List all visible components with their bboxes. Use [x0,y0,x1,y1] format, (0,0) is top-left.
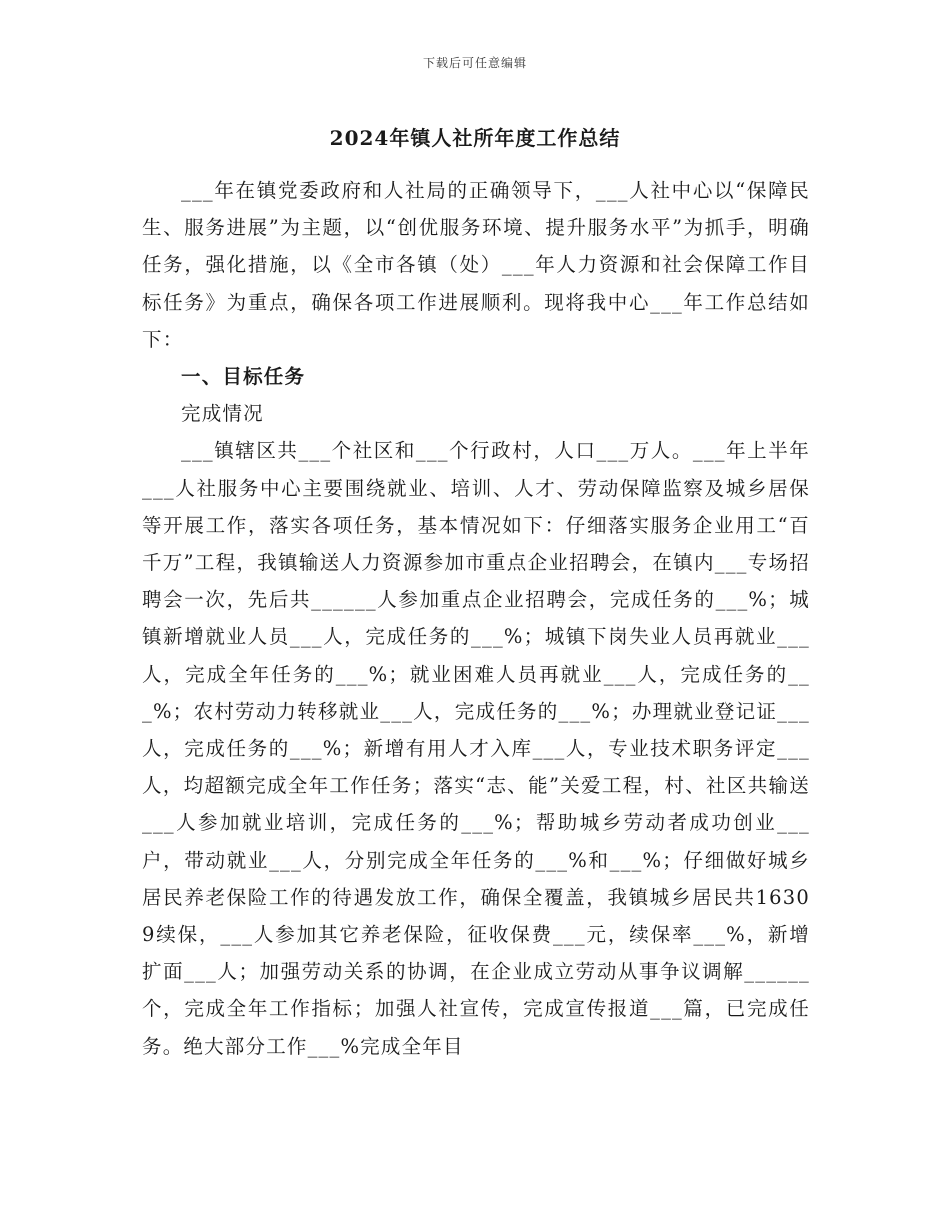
completion-paragraph: ___镇辖区共___个社区和___个行政村，人口___万人。___年上半年___人社服务中心主要围绕就业、培训、人才、劳动保障监察及城乡居保等开展工作，落实各项任务，基本情况如下：仔细落实服务企业用工“百千万”工程，我镇输送人力资源参加市重点企业招聘会，在镇内___专场招聘会一次，先后共______人参加重点企业招聘会，完成任务的___%；城镇新增就业人员___人，完成任务的___%；城镇下岗失业人员再就业___人，完成全年任务的___%；就业困难人员再就业___人，完成任务的___%；农村劳动力转移就业___人，完成任务的___%；办理就业登记证___人，完成任务的___%；新增有用人才入库___人，专业技术职务评定___人，均超额完成全年工作任务；落实“志、能”关爱工程，村、社区共输送___人参加就业培训，完成任务的___%；帮助城乡劳动者成功创业___户，带动就业___人，分别完成全年任务的___%和___%；仔细做好城乡居民养老保险工作的待遇发放工作，确保全覆盖，我镇城乡居民共16309续保，___人参加其它养老保险，征收保费___元，续保率___%，新增扩面___人；加强劳动关系的协调，在企业成立劳动从事争议调解______个，完成全年工作指标；加强人社宣传，完成宣传报道___篇，已完成任务。绝大部分工作___%完成全年目 [142,439,810,1058]
section-subheading-completion: 完成情况 [181,402,264,426]
section-heading-goals: 一、目标任务 [181,365,306,389]
document-title: 2024年镇人社所年度工作总结 [329,126,621,150]
page-header-note: 下载后可任意编辑 [422,56,527,70]
document-body [142,172,810,1065]
intro-paragraph: ___年在镇党委政府和人社局的正确领导下，___人社中心以“保障民生、服务进展”为主题，以“创优服务环境、提升服务水平”为抓手，明确任务，强化措施，以《全市各镇（处）___年人力资源和社会保障工作目标任务》为重点，确保各项工作进展顺利。现将我中心___年工作总结如下： [142,179,810,351]
